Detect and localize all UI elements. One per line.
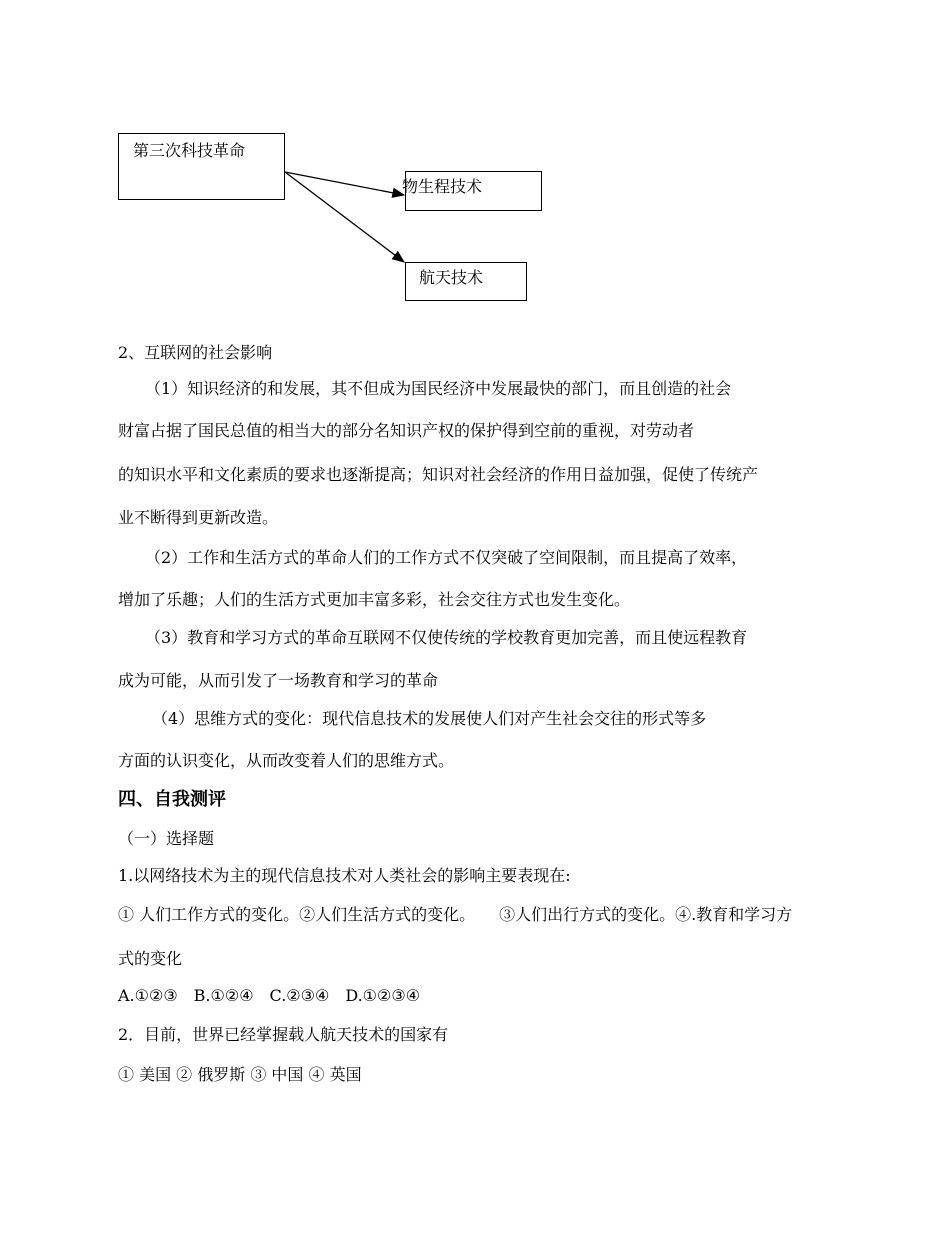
diagram-root-label: 第三次科技革命 [133,141,246,160]
para-1-line-2: 财富占据了国民总值的相当大的部分名知识产权的保护得到空前的重视，对劳动者 [118,421,695,440]
arrow-to-aerospace [285,172,404,262]
diagram-branch-aerospace-box [405,262,527,301]
para-3-line-2: 成为可能，从而引发了一场教育和学习的革命 [118,671,439,690]
diagram-branch-biotech-label: 物生程技术 [402,177,483,196]
para-3-line-1: （3）教育和学习方式的革命互联网不仅使传统的学校教育更加完善，而且使远程教育 [145,628,748,647]
para-2-line-2: 增加了乐趣；人们的生活方式更加丰富多彩，社会交往方式也发生变化。 [118,590,631,609]
section-2-title: 2、互联网的社会影响 [118,343,273,362]
question-2-options: ① 美国 ② 俄罗斯 ③ 中国 ④ 英国 [118,1065,362,1084]
section-4-title: 四、自我测评 [118,789,226,810]
question-1-options-line-2: 式的变化 [118,949,183,968]
diagram-root-box [118,133,285,200]
question-1-stem: 1.以网络技术为主的现代信息技术对人类社会的影响主要表现在: [118,866,571,885]
para-4-line-2: 方面的认识变化，从而改变着人们的思维方式。 [118,751,455,770]
para-1-line-3: 的知识水平和文化素质的要求也逐渐提高；知识对社会经济的作用日益加强，促使了传统产 [118,465,759,484]
arrow-to-biotech [285,172,404,195]
para-1-line-4: 业不断得到更新改造。 [118,508,279,527]
para-4-line-1: （4）思维方式的变化：现代信息技术的发展使人们对产生社会交往的形式等多 [152,709,707,728]
question-1-choices: A.①②③ B.①②④ C.②③④ D.①②③④ [118,986,421,1005]
section-4-subtitle: （一）选择题 [118,829,215,848]
diagram-branch-aerospace-label: 航天技术 [419,268,484,287]
para-1-line-1: （1）知识经济的和发展，其不但成为国民经济中发展最快的部门，而且创造的社会 [145,379,732,398]
question-2-stem: 2．目前，世界已经掌握载人航天技术的国家有 [118,1025,449,1044]
para-2-line-1: （2）工作和生活方式的革命人们的工作方式不仅突破了空间限制，而且提高了效率， [145,548,748,567]
question-1-options-line-1: ① 人们工作方式的变化。②人们生活方式的变化。 ③人们出行方式的变化。④.教育和学习方 [118,905,793,924]
diagram-branch-biotech-box [402,171,542,211]
